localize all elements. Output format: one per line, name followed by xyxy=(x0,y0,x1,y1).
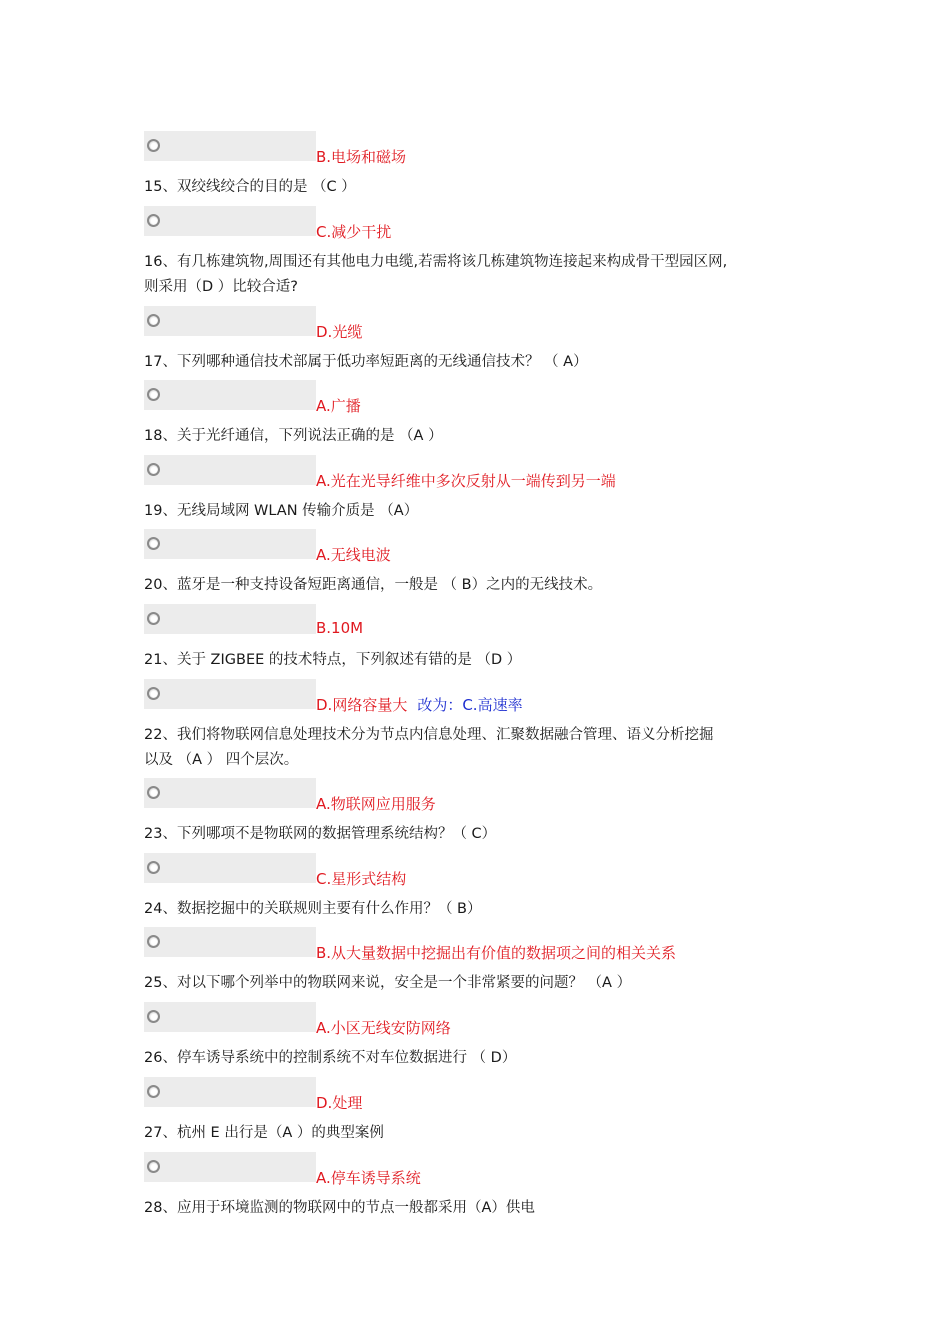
option-field[interactable] xyxy=(144,778,316,808)
answer-option[interactable] xyxy=(144,1002,744,1036)
option-field[interactable] xyxy=(144,927,316,957)
answer-text xyxy=(316,619,363,637)
option-field[interactable] xyxy=(144,1077,316,1107)
answer-text xyxy=(316,395,361,416)
question-line: 以及 （A ） 四个层次。 xyxy=(144,752,299,768)
question-line: 19、无线局域网 WLAN 传输介质是 （A） xyxy=(144,503,419,519)
answer-text xyxy=(316,942,676,963)
radio-button-icon[interactable] xyxy=(147,139,160,152)
option-field[interactable] xyxy=(144,131,316,161)
answer-option[interactable] xyxy=(144,1152,744,1186)
answer-option[interactable] xyxy=(144,206,744,240)
question-text xyxy=(144,499,824,524)
question-line: 28、应用于环境监测的物联网中的节点一般都采用（A）供电 xyxy=(144,1200,535,1216)
answer-text xyxy=(316,868,406,889)
question-text xyxy=(144,175,824,200)
answer-option[interactable] xyxy=(144,380,744,414)
answer-correction: 改为：C.高速率 xyxy=(417,696,523,714)
question-line: 18、关于光纤通信，下列说法正确的是 （A ） xyxy=(144,428,443,444)
answer-label: A.广播 xyxy=(316,397,361,415)
option-field[interactable] xyxy=(144,206,316,236)
question-text xyxy=(144,897,824,922)
option-field[interactable] xyxy=(144,306,316,336)
question-text xyxy=(144,424,824,449)
answer-option[interactable] xyxy=(144,927,744,961)
option-field[interactable] xyxy=(144,529,316,559)
question-line: 22、我们将物联网信息处理技术分为节点内信息处理、汇聚数据融合管理、语义分析挖掘 xyxy=(144,727,714,743)
answer-label: D.网络容量大 xyxy=(316,696,408,714)
answer-label: D.处理 xyxy=(316,1094,363,1112)
answer-label: A.停车诱导系统 xyxy=(316,1169,421,1187)
answer-option[interactable] xyxy=(144,306,744,340)
radio-button-icon[interactable] xyxy=(147,314,160,327)
answer-text xyxy=(316,1017,451,1038)
question-line: 则采用（D ）比较合适? xyxy=(144,279,298,295)
question-line: 25、对以下哪个列举中的物联网来说，安全是一个非常紧要的问题？ （A ） xyxy=(144,975,632,991)
option-field[interactable] xyxy=(144,853,316,883)
question-text xyxy=(144,822,824,847)
question-line: 21、关于 ZIGBEE 的技术特点，下列叙述有错的是 （D ） xyxy=(144,652,522,668)
radio-button-icon[interactable] xyxy=(147,388,160,401)
radio-button-icon[interactable] xyxy=(147,1160,160,1173)
radio-button-icon[interactable] xyxy=(147,1010,160,1023)
answer-option[interactable] xyxy=(144,455,744,489)
radio-button-icon[interactable] xyxy=(147,935,160,948)
radio-button-icon[interactable] xyxy=(147,537,160,550)
answer-option[interactable] xyxy=(144,1077,744,1111)
question-text xyxy=(144,1196,824,1221)
option-field[interactable] xyxy=(144,679,316,709)
answer-label: A.光在光导纤维中多次反射从一端传到另一端 xyxy=(316,472,616,490)
question-text xyxy=(144,723,824,773)
option-field[interactable] xyxy=(144,1002,316,1032)
question-text xyxy=(144,573,824,598)
question-line: 17、下列哪种通信技术部属于低功率短距离的无线通信技术？ （ A） xyxy=(144,354,588,370)
question-text xyxy=(144,971,824,996)
answer-label: B.电场和磁场 xyxy=(316,148,407,166)
answer-option[interactable] xyxy=(144,131,744,165)
answer-option[interactable] xyxy=(144,679,744,713)
answer-text xyxy=(316,470,616,491)
question-line: 23、下列哪项不是物联网的数据管理系统结构？（ C） xyxy=(144,826,497,842)
answer-text xyxy=(316,694,523,715)
question-line: 24、数据挖掘中的关联规则主要有什么作用？（ B） xyxy=(144,901,482,917)
answer-text xyxy=(316,793,436,814)
question-line: 27、杭州 E 出行是（A ）的典型案例 xyxy=(144,1125,384,1141)
radio-button-icon[interactable] xyxy=(147,861,160,874)
option-field[interactable] xyxy=(144,380,316,410)
radio-button-icon[interactable] xyxy=(147,463,160,476)
question-text xyxy=(144,1121,824,1146)
option-field[interactable] xyxy=(144,455,316,485)
answer-text xyxy=(316,321,362,342)
answer-label: A.物联网应用服务 xyxy=(316,795,436,813)
answer-label: A.无线电波 xyxy=(316,546,391,564)
question-text xyxy=(144,350,824,375)
answer-text xyxy=(316,544,391,565)
question-line: 15、双绞线绞合的目的是 （C ） xyxy=(144,179,356,195)
answer-text xyxy=(316,1092,362,1113)
question-line: 16、有几栋建筑物,周围还有其他电力电缆,若需将该几栋建筑物连接起来构成骨干型园区网, xyxy=(144,254,728,270)
answer-label: D.光缆 xyxy=(316,323,363,341)
question-text xyxy=(144,648,824,673)
question-text xyxy=(144,250,824,300)
radio-button-icon[interactable] xyxy=(147,687,160,700)
answer-label: B.10M xyxy=(316,619,364,637)
question-line: 26、停车诱导系统中的控制系统不对车位数据进行 （ D） xyxy=(144,1050,517,1066)
answer-text xyxy=(316,221,391,242)
option-field[interactable] xyxy=(144,604,316,634)
radio-button-icon[interactable] xyxy=(147,786,160,799)
answer-label: C.星形式结构 xyxy=(316,870,407,888)
answer-option[interactable] xyxy=(144,604,744,638)
question-line: 20、蓝牙是一种支持设备短距离通信，一般是 （ B）之内的无线技术。 xyxy=(144,577,603,593)
answer-text xyxy=(316,146,406,167)
question-text xyxy=(144,1046,824,1071)
answer-option[interactable] xyxy=(144,853,744,887)
radio-button-icon[interactable] xyxy=(147,1085,160,1098)
option-field[interactable] xyxy=(144,1152,316,1182)
answer-option[interactable] xyxy=(144,778,744,812)
answer-option[interactable] xyxy=(144,529,744,563)
answer-label: B.从大量数据中挖掘出有价值的数据项之间的相关关系 xyxy=(316,944,677,962)
radio-button-icon[interactable] xyxy=(147,214,160,227)
answer-label: C.减少干扰 xyxy=(316,223,392,241)
radio-button-icon[interactable] xyxy=(147,612,160,625)
answer-label: A.小区无线安防网络 xyxy=(316,1019,451,1037)
answer-text xyxy=(316,1167,421,1188)
